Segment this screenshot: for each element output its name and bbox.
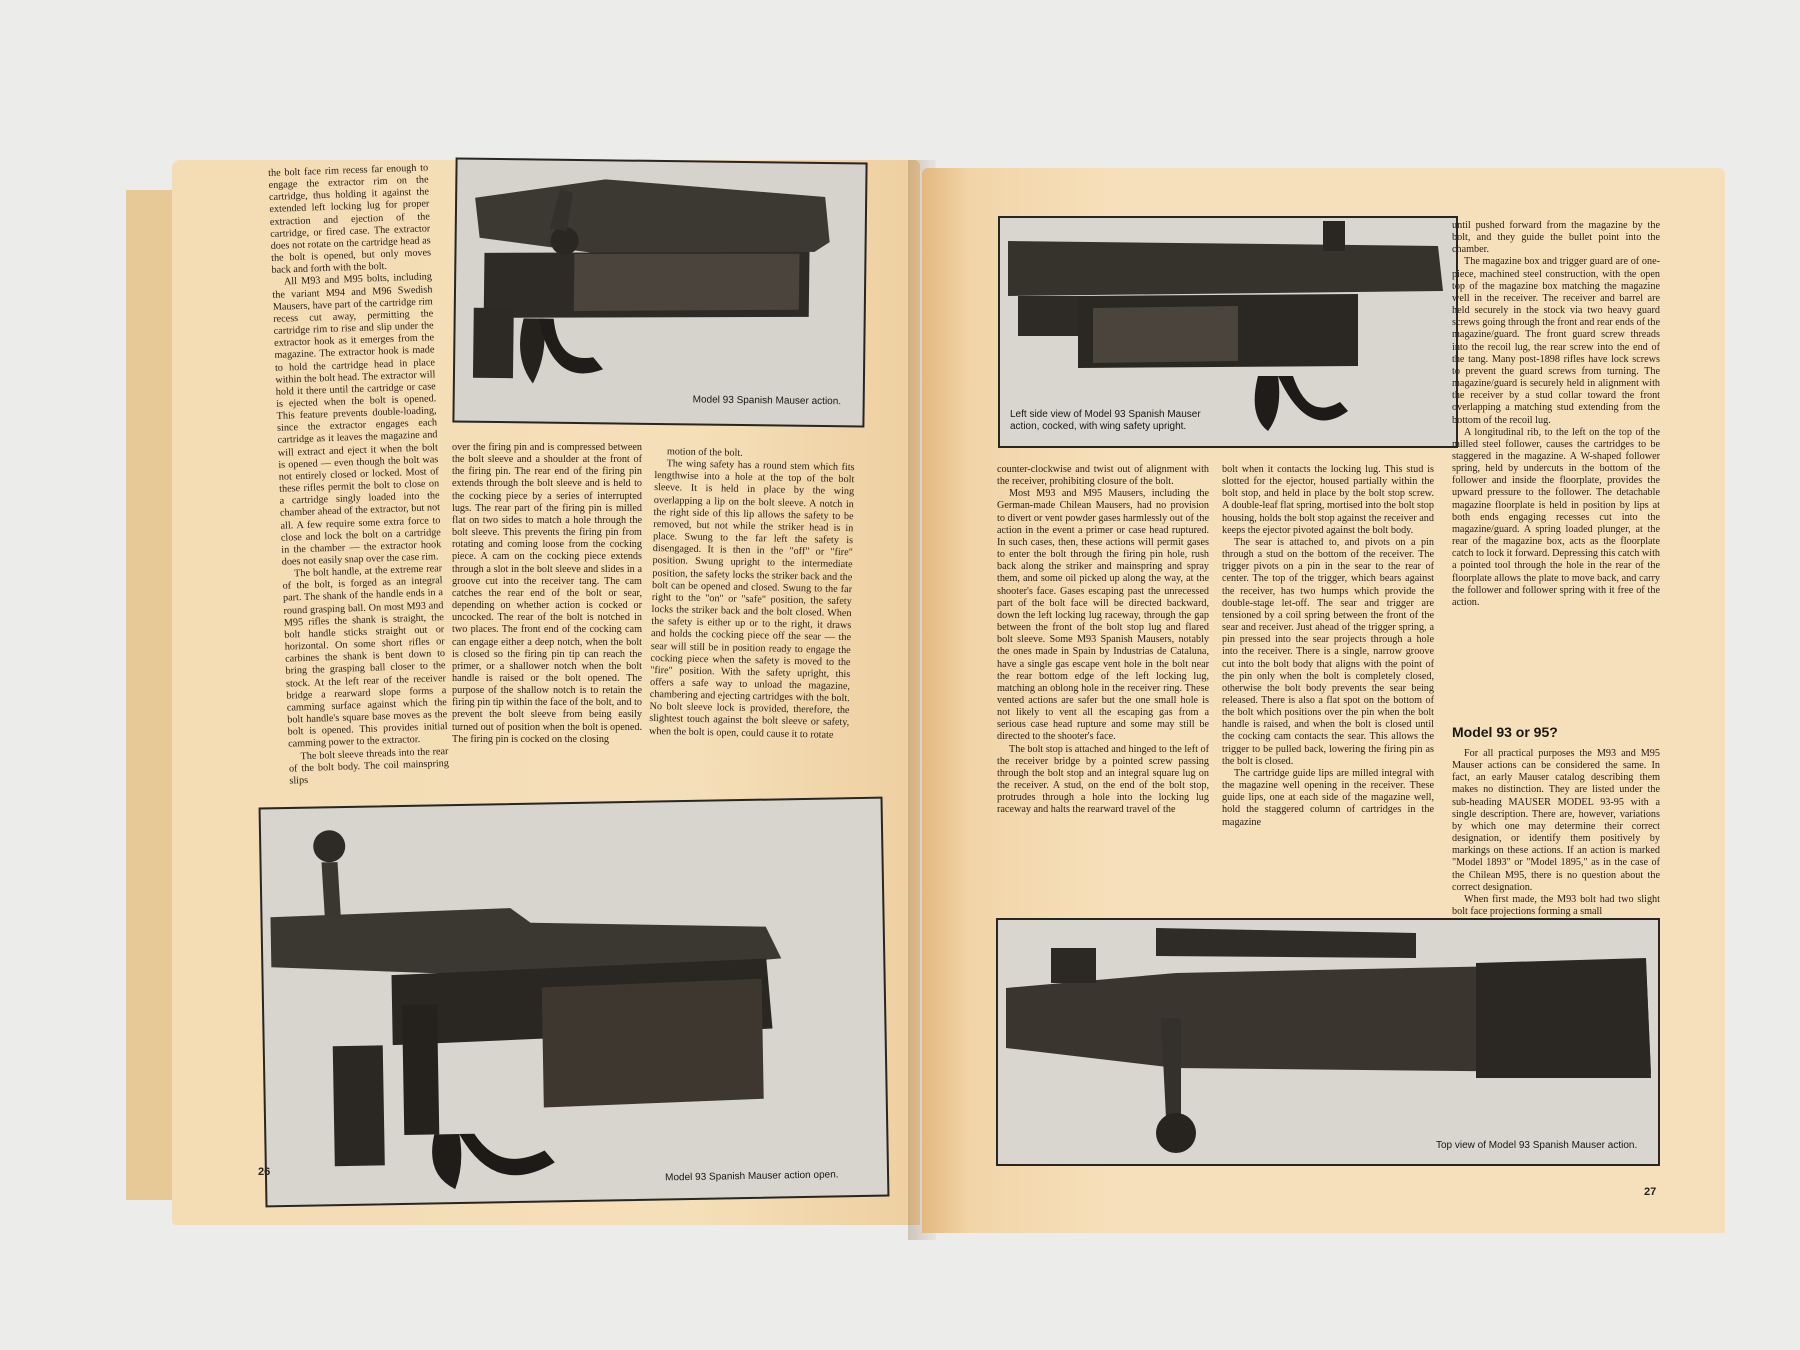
paragraph: bolt when it contacts the locking lug. This stud is slotted for the ejector, housed partially within the bolt stop, and held in place by the bolt stop screw. A double-leaf flat spring, mortised into the bolt stop housing, holds the bolt stop against the receiver and keeps the ejector pivoted against the bolt body. bbox=[1222, 464, 1434, 536]
paragraph: All M93 and M95 bolts, including the variant M94 and M96 Swedish Mausers, have part of the cartridge rim recess cut away, permitting the cartridge rim to rise and slip under the extractor hook as it emerges from the magazine. The extractor hook is made to hold the cartridge head in place within the bolt head. The extractor will hold it there until the cartridge or case is ejected when the bolt is opened. This feature prevents double-loading, since the extractor engages each cartridge as it leaves the magazine and will extract and eject it when the bolt is opened — even though the bolt was not entirely closed or locked. Most of these rifles permit the bolt to close on a cartridge singly loaded into the chamber ahead of the extractor, but not all. A few require some extra force to close and lock the bolt on a cartridge in the chamber — the extractor hook does not easily snap over the case rim. bbox=[272, 271, 442, 568]
paragraph: The sear is attached to, and pivots on a pin through a stud on the bottom of the receiver. The trigger pivots on a pin in the sear to the rear of center. The top of the trigger, which bears against the receiver, has two humps which provide the double-stage let-off. The sear and trigger are tensioned by a coil spring between the front of the sear and receiver. Just ahead of the trigger spring, a pin pressed into the sear projects through a hole into the receiver. There is a single, narrow groove cut into the bolt body that aligns with the point of the pin only when the bolt is completely closed, otherwise the bolt body prevents the sear being released. There is also a flat spot on the bottom of the bolt which positions over the pin when the bolt handle is raised, and when the bolt is closed until the cocking cam contacts the sear. This allows the trigger to be pulled back, lowering the firing pin as the bolt is closed. bbox=[1222, 536, 1434, 767]
photo-caption-line-1: Left side view of Model 93 Spanish Mauser bbox=[1010, 409, 1201, 420]
photo-caption: Top view of Model 93 Spanish Mauser action. bbox=[1436, 1140, 1638, 1151]
paragraph: For all practical purposes the M93 and M95 Mauser actions can be considered the same. In fact, an early Mauser catalog describing them makes no distinction. They are listed under the sub-heading MAUSER MODEL 93-95 with a single description. There are, however, variations by which one may determine their correct designation, or identify them positively by markings on these actions. If an action is marked "Model 1893" or "Model 1895," as in the case of the Chilean M95, there is no question about the correct designation. bbox=[1452, 748, 1660, 893]
paragraph: over the firing pin and is compressed between the bolt sleeve and a shoulder at the front of the firing pin. The rear end of the firing pin extends through the bolt sleeve and is held to the cocking piece by a series of interrupted lugs. The rear part of the firing pin is milled flat on two sides to match a hole through the bolt sleeve. This prevents the firing pin from rotating and coming loose from the cocking piece. A cam on the cocking piece extends through a slot in the bolt sleeve and slides in a groove cut into the receiver tang. The cam catches the rear end of the bolt or sear, depending on whether action is cocked or uncocked. The rear of the bolt is notched in two places. The front end of the cocking cam can engage either a deep notch, when the bolt is closed so the firing pin tip can reach the primer, or a shallower notch when the bolt handle is raised or the bolt opened. The purpose of the shallow notch is to retain the firing pin tip within the face of the bolt, and to prevent the bolt sleeve from being easily turned out of position when the bolt is opened. The firing pin is cocked on the closing bbox=[452, 442, 642, 745]
right-col2-text bbox=[1222, 464, 1434, 904]
left-page bbox=[172, 160, 920, 1225]
paragraph: When first made, the M93 bolt had two slight bolt face projections forming a small bbox=[1452, 893, 1660, 918]
photo-caption: Model 93 Spanish Mauser action. bbox=[692, 394, 842, 408]
page-number: 27 bbox=[1644, 1186, 1657, 1198]
paragraph: The cartridge guide lips are milled integral with the magazine well opening in the receiver. These guide lips, one at each side of the magazine well, hold the staggered column of cartridges in the magazine bbox=[1222, 767, 1434, 828]
right-col3-text-bottom bbox=[1452, 748, 1660, 928]
photo-caption-line-2: action, cocked, with wing safety upright. bbox=[1010, 421, 1187, 432]
left-col1-text bbox=[268, 162, 450, 787]
paragraph: The bolt sleeve threads into the rear of the bolt body. The coil mainspring slips bbox=[288, 745, 450, 787]
right-col1-text bbox=[997, 464, 1209, 904]
page-number: 26 bbox=[258, 1166, 271, 1178]
paragraph: Most M93 and M95 Mausers, including the German-made Chilean Mausers, had no provision to divert or vent powder gases harmlessly out of the action in the event a primer or case head ruptured. In such cases, then, these actions will permit gases to enter the bolt through the firing pin hole, rush back along the striker and mainspring and spray them, and some oil picked up along the way, at the shooter's face. Gases escaping past the unrecessed part of the bolt face will be directed backward, down the left locking lug raceway, through the gap between the front of the bolt stop lug and flared bolt sleeve. Some M93 Spanish Mausers, notably the ones made in Spain by Industrias de Cataluna, have a single gas escape vent hole in the bolt near the rear bottom edge of the left locking lug, matching an oblong hole in the receiver ring. These vented actions are safer but the one small hole is not likely to vent all the escaping gas from a serious case head rupture and some may still be directed to the shooter's face. bbox=[997, 488, 1209, 743]
photo-mauser-action-top bbox=[452, 157, 867, 427]
photo-mauser-left-side bbox=[998, 216, 1458, 448]
photo-mauser-action-open bbox=[259, 797, 890, 1208]
paragraph: A longitudinal rib, to the left on the top of the milled steel follower, causes the cartridges to be staggered in the magazine. A W-shaped follower spring, held by undercuts in the bottom of the follower and inside the floorplate, provides the upward pressure to the follower. The detachable magazine floorplate is held in position by lips at both ends engaging recesses cut into the magazine/guard. A spring loaded plunger, at the rear of the magazine box, acts as the floorplate catch to lock it forward. Depressing this catch with a pointed tool through the hole in the rear of the floorplate allows the plate to move back, and carry the follower and follower spring with it free of the action. bbox=[1452, 426, 1660, 608]
paragraph: The bolt handle, at the extreme rear of the bolt, is forged as an integral part. The shank of the handle ends in a round grasping ball. On most M93 and M95 rifles the shank is straight, the bolt handle sticks straight out or horizontal. On some short rifles or carbines the shank is bent down to bring the grasping ball closer to the stock. At the left rear of the receiver bridge a rearward slope forms a camming surface against which the bolt handle's square base moves as the bolt is opened. This provides initial camming power to the extractor. bbox=[282, 563, 448, 750]
photo-border bbox=[998, 216, 1458, 448]
photo-border bbox=[452, 157, 867, 427]
left-col2-text bbox=[452, 442, 642, 772]
paragraph: motion of the bolt. bbox=[666, 446, 743, 459]
photo-caption: Model 93 Spanish Mauser action open. bbox=[664, 1169, 839, 1184]
right-col3-text-top bbox=[1452, 220, 1660, 678]
right-page bbox=[922, 168, 1725, 1233]
paragraph: The magazine box and trigger guard are of one-piece, machined steel construction, with the open top of the magazine box matching the magazine well in the receiver. The receiver and barrel are held securely in the stock via two heavy guard screws going through the front and rear ends of the magazine/guard. The front guard screw threads into the recoil lug, the rear screw into the end of the tang. Many post-1898 rifles have lock screws to prevent the guard screws from turning. The magazine/guard is securely held in alignment with the receiver by a stud collar toward the front overlapping a matching stud extending from the bottom of the recoil lug. bbox=[1452, 256, 1660, 426]
paragraph: The bolt stop is attached and hinged to the left of the receiver bridge by a pointed screw passing through the bolt stop and an integral square lug on the receiver. A stud, on the end of the bolt stop, protrudes through a hole into the locking lug raceway and halts the rearward travel of the bbox=[997, 743, 1209, 816]
paragraph: The wing safety has a round stem which fits lengthwise into a hole at the top of the bolt sleeve. It is held in place by the wing overlapping a lip on the bolt sleeve. A notch in the right side of this lip allows the safety to be removed, but not while the striker head is in place. Swung to the far left the safety is disengaged. It is then in the "off" or "fire" position. Swung upright to the intermediate position, the safety locks the striker back and the bolt can be opened and closed. Swung to the far right to the "on" or "safe" position, the safety locks the striker back and the bolt closed. When the safety is either up or to the right, it draws and holds the cocking piece off the sear — the sear will still be in position ready to engage the cocking piece when the safety is moved to the "fire" position. With the safety upright, this offers a safe way to unload the magazine, chambering and ejecting cartridges with the bolt. No bolt sleeve lock is provided, therefore, the slightest touch against the bolt sleeve or safety, when the bolt is open, could cause it to rotate bbox=[648, 458, 855, 741]
photo-mauser-top-view bbox=[996, 918, 1660, 1166]
paragraph: until pushed forward from the magazine by the bolt, and they guide the bullet point into the chamber. bbox=[1452, 220, 1660, 256]
photo-border bbox=[259, 797, 890, 1208]
section-heading: Model 93 or 95? bbox=[1452, 724, 1558, 740]
paragraph: counter-clockwise and twist out of alignment with the receiver, prohibiting closure of the bolt. bbox=[997, 464, 1209, 488]
photo-border bbox=[996, 918, 1660, 1166]
paragraph: the bolt face rim recess far enough to engage the extractor rim on the cartridge, thus holding it against the extended left locking lug for proper extraction and ejection of the cartridge, or fired case. The extractor does not rotate on the cartridge head as the bolt is opened, but only moves back and forth with the bolt. bbox=[268, 162, 432, 277]
left-col3-text bbox=[648, 446, 855, 780]
